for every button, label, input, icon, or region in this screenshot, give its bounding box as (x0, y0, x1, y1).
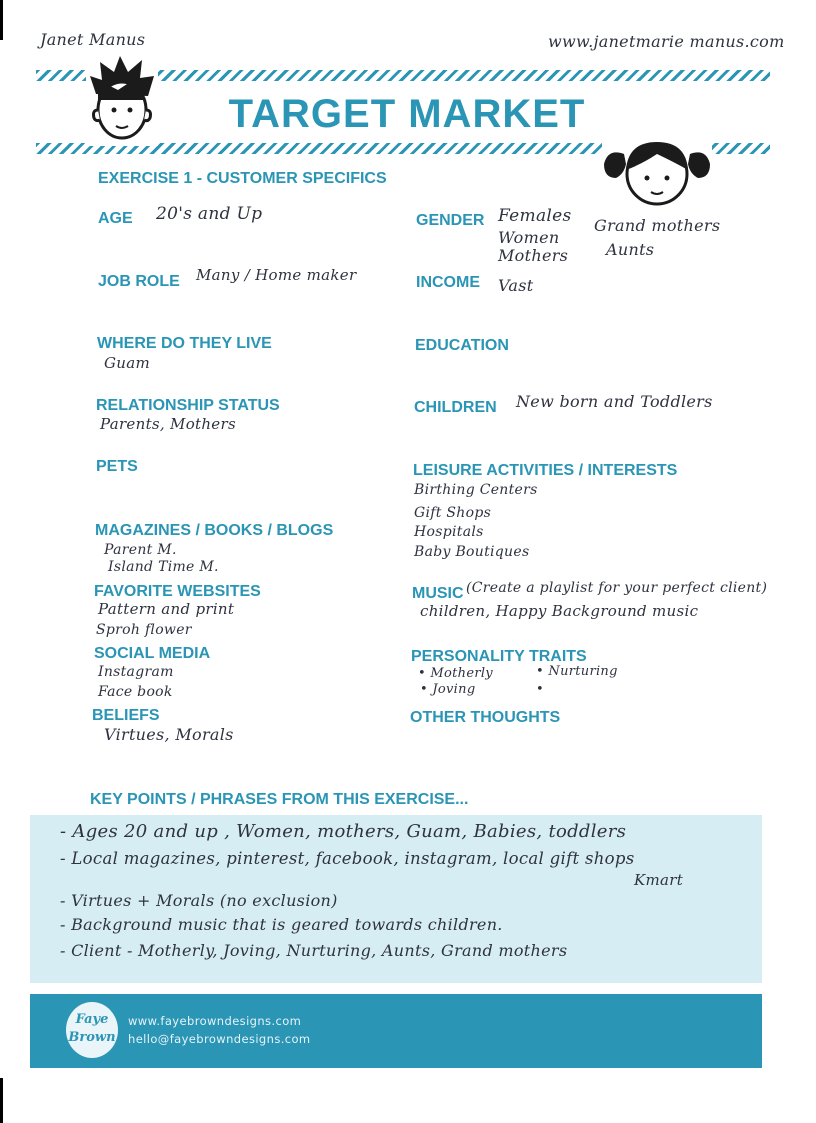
key-points-label: KEY POINTS / PHRASES FROM THIS EXERCISE... (90, 791, 469, 808)
footer-email-link[interactable]: hello@fayebrowndesigns.com (128, 1032, 311, 1046)
leisure-label: LEISURE ACTIVITIES / INTERESTS (413, 462, 678, 479)
key-point-line: - Ages 20 and up , Women, mothers, Guam, Babies, toddlers (60, 821, 627, 842)
boy-face-icon (86, 54, 158, 146)
gender-answer-4: Grand mothers (594, 216, 721, 235)
key-point-line: - Background music that is geared towards children. (60, 915, 503, 934)
personality-answer-3: • Joving (420, 682, 476, 697)
key-points-box (30, 815, 762, 983)
scan-edge-top (0, 0, 3, 40)
other-thoughts-label: OTHER THOUGHTS (410, 709, 561, 726)
music-answer: children, Happy Background music (420, 602, 699, 620)
personality-answer-2: • Nurturing (536, 664, 618, 679)
gender-label: GENDER (416, 212, 485, 229)
music-note: (Create a playlist for your perfect client) (466, 580, 768, 596)
pets-label: PETS (96, 458, 138, 475)
income-label: INCOME (416, 274, 480, 291)
gender-answer-1: Females (498, 206, 572, 226)
education-label: EDUCATION (415, 337, 509, 354)
beliefs-answer: Virtues, Morals (104, 725, 234, 744)
job-role-answer: Many / Home maker (196, 266, 357, 284)
leisure-answer: Gift Shops (414, 505, 492, 521)
key-point-line: - Virtues + Morals (no exclusion) (60, 891, 338, 910)
job-role-label: JOB ROLE (98, 273, 180, 290)
relationship-label: RELATIONSHIP STATUS (96, 397, 280, 414)
footer-bar (30, 994, 762, 1068)
exercise-heading: EXERCISE 1 - CUSTOMER SPECIFICS (98, 170, 387, 187)
girl-face-icon (602, 134, 712, 206)
logo-text-brown: Brown (68, 1030, 116, 1045)
social-answer: Face book (98, 684, 173, 700)
music-label: MUSIC (412, 585, 464, 602)
logo-text-faye: Faye (75, 1012, 109, 1027)
key-point-line: Kmart (634, 871, 684, 889)
where-live-answer: Guam (104, 354, 151, 372)
faye-brown-logo (66, 1002, 118, 1058)
age-answer: 20's and Up (156, 204, 263, 224)
where-live-label: WHERE DO THEY LIVE (97, 335, 272, 352)
gender-answer-3: Mothers (498, 246, 569, 265)
footer-website-link[interactable]: www.fayebrowndesigns.com (128, 1014, 302, 1028)
leisure-answer: Birthing Centers (414, 482, 538, 498)
key-point-line: - Client - Motherly, Joving, Nurturing, Aunts, Grand mothers (60, 941, 568, 960)
author-name: Janet Manus (40, 30, 146, 49)
leisure-answer: Hospitals (414, 524, 484, 540)
magazines-answer: Island Time M. (108, 559, 219, 575)
age-label: AGE (98, 210, 133, 227)
personality-label: PERSONALITY TRAITS (411, 648, 587, 665)
personality-answer-1: • Motherly (418, 666, 493, 681)
scan-edge-bottom (0, 1078, 3, 1123)
relationship-answer: Parents, Mothers (100, 415, 236, 433)
key-point-line: - Local magazines, pinterest, facebook, instagram, local gift shops (60, 849, 635, 868)
gender-answer-5: Aunts (606, 240, 655, 259)
magazines-label: MAGAZINES / BOOKS / BLOGS (95, 522, 334, 539)
children-label: CHILDREN (414, 399, 497, 416)
children-answer: New born and Toddlers (516, 392, 713, 411)
handwritten-website: www.janetmarie manus.com (548, 32, 785, 51)
social-label: SOCIAL MEDIA (94, 645, 211, 662)
social-answer: Instagram (98, 664, 174, 680)
websites-label: FAVORITE WEBSITES (94, 583, 261, 600)
beliefs-label: BELIEFS (92, 707, 160, 724)
page-title: TARGET MARKET (228, 92, 586, 136)
personality-answer-4: • (536, 682, 544, 697)
magazines-answer: Parent M. (104, 542, 177, 558)
leisure-answer: Baby Boutiques (414, 544, 530, 560)
websites-answer: Pattern and print (98, 600, 235, 618)
income-answer: Vast (498, 276, 534, 295)
websites-answer: Sproh flower (96, 622, 192, 638)
gender-answer-2: Women (498, 228, 560, 247)
